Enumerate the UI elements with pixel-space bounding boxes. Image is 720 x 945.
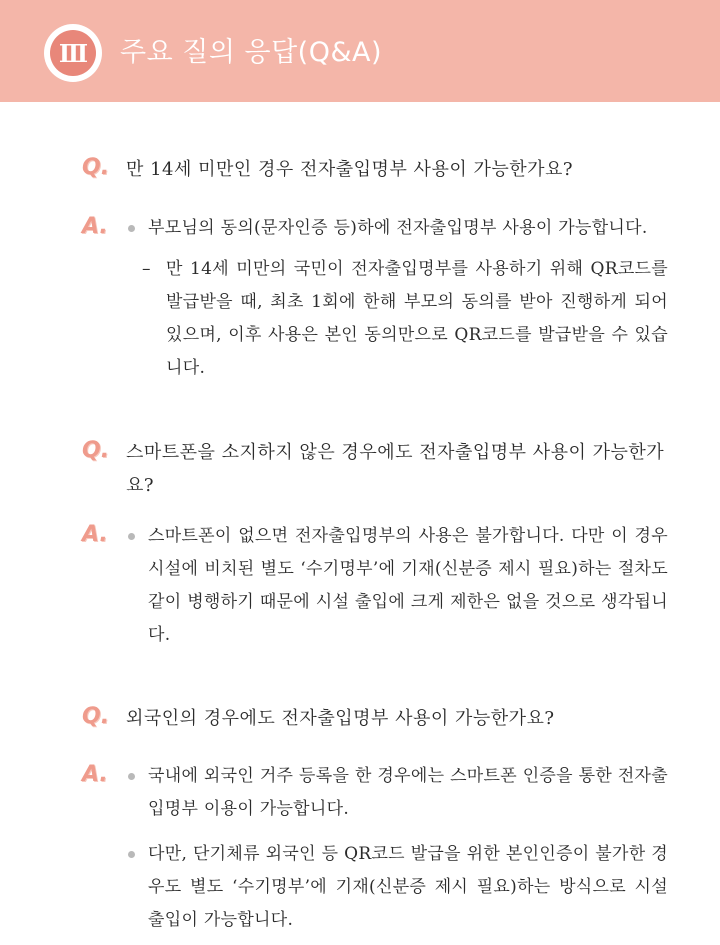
- question-marker: Q.: [82, 155, 110, 180]
- question-marker: Q.: [82, 704, 110, 729]
- bullet-text: 스마트폰이 없으면 전자출입명부의 사용은 불가합니다. 다만 이 경우 시설에 비치된 별도 ‘수기명부’에 기재(신분증 제시 필요)하는 절차도 같이 병행하기 때문에 시설 출입에 크게 제한은 없을 것으로 생각됩니다.: [148, 526, 668, 645]
- answer-marker: A.: [82, 522, 108, 547]
- question-text: 스마트폰을 소지하지 않은 경우에도 전자출입명부 사용이 가능한가요?: [126, 442, 665, 496]
- answer-1: [82, 212, 682, 382]
- bullet-dot-icon: [128, 851, 135, 858]
- section-title: 주요 질의 응답(Q&A): [120, 37, 383, 68]
- question-text: 만 14세 미만인 경우 전자출입명부 사용이 가능한가요?: [126, 159, 574, 180]
- question-text: 외국인의 경우에도 전자출입명부 사용이 가능한가요?: [126, 708, 555, 729]
- bullet-text: 국내에 외국인 거주 등록을 한 경우에는 스마트폰 인증을 통한 전자출입명부 이용이 가능합니다.: [148, 766, 668, 819]
- question-3: [82, 702, 666, 735]
- question-2: [82, 436, 666, 502]
- answer-bullet: [128, 760, 668, 826]
- section-numeral: Ⅲ: [50, 30, 96, 76]
- bullet-dot-icon: [128, 225, 135, 232]
- question-1: [82, 153, 666, 186]
- question-marker: Q.: [82, 438, 110, 463]
- bullet-dot-icon: [128, 533, 135, 540]
- section-header: [0, 0, 720, 102]
- answer-3: [82, 760, 682, 940]
- section-number-badge: [44, 24, 102, 82]
- answer-bullet: [128, 520, 668, 652]
- dash-marker: –: [142, 259, 151, 279]
- answer-bullet: [128, 838, 668, 937]
- answer-sub-item: [142, 253, 668, 385]
- bullet-text: 부모님의 동의(문자인증 등)하에 전자출입명부 사용이 가능합니다.: [148, 218, 648, 238]
- answer-marker: A.: [82, 762, 108, 787]
- answer-bullet: [128, 212, 668, 245]
- answer-2: [82, 520, 682, 660]
- bullet-dot-icon: [128, 773, 135, 780]
- sub-item-text: 만 14세 미만의 국민이 전자출입명부를 사용하기 위해 QR코드를 발급받을 때, 최초 1회에 한해 부모의 동의를 받아 진행하게 되어 있으며, 이후 사용은 본인 동의만으로 QR코드를 발급받을 수 있습니다.: [166, 259, 668, 378]
- answer-marker: A.: [82, 214, 108, 239]
- bullet-text: 다만, 단기체류 외국인 등 QR코드 발급을 위한 본인인증이 불가한 경우도 별도 ‘수기명부’에 기재(신분증 제시 필요)하는 방식으로 시설 출입이 가능합니다.: [148, 844, 668, 930]
